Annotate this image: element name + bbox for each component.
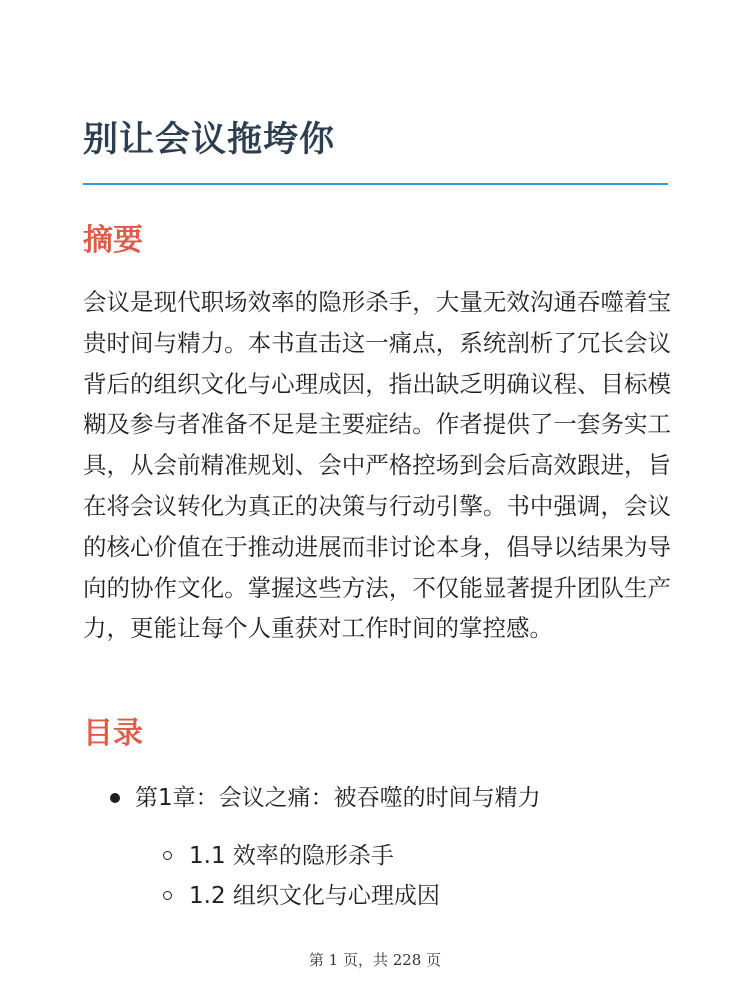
abstract-paragraph: 会议是现代职场效率的隐形杀手，大量无效沟通吞噬着宝贵时间与精力。本书直击这一痛点，系统剖析了冗长会议背后的组织文化与心理成因，指出缺乏明确议程、目标模糊及参与者准备不足是主要症结。作者提供了一套务实工具，从会前精准规划、会中严格控场到会后高效跟进，旨在将会议转化为真正的决策与行动引擎。书中强调，会议的核心价值在于推动进展而非讨论本身，倡导以结果为导向的协作文化。掌握这些方法，不仅能显著提升团队生产力，更能让每个人重获对工作时间的掌控感。 (83, 288, 671, 643)
document-title: 别让会议拖垮你 (83, 120, 336, 160)
toc-chapter-1 (83, 778, 668, 916)
toc-section-1-1 (135, 836, 668, 876)
toc-chapter-label: 第1章：会议之痛：被吞噬的时间与精力 (135, 785, 541, 811)
abstract-heading: 摘要 (83, 223, 143, 258)
toc-section-1-2 (135, 876, 668, 916)
bullet-disc-icon (110, 793, 120, 803)
toc-heading: 目录 (83, 716, 143, 751)
toc-sublist (135, 836, 668, 916)
bullet-circle-icon (163, 891, 172, 900)
bullet-circle-icon (163, 851, 172, 860)
title-divider (83, 183, 668, 185)
page-number-footer: 第 1 页，共 228 页 (308, 951, 442, 969)
toc-section-label: 1.2 组织文化与心理成因 (189, 883, 440, 909)
toc-section-label: 1.1 效率的隐形杀手 (189, 843, 394, 869)
toc-list (83, 778, 668, 916)
